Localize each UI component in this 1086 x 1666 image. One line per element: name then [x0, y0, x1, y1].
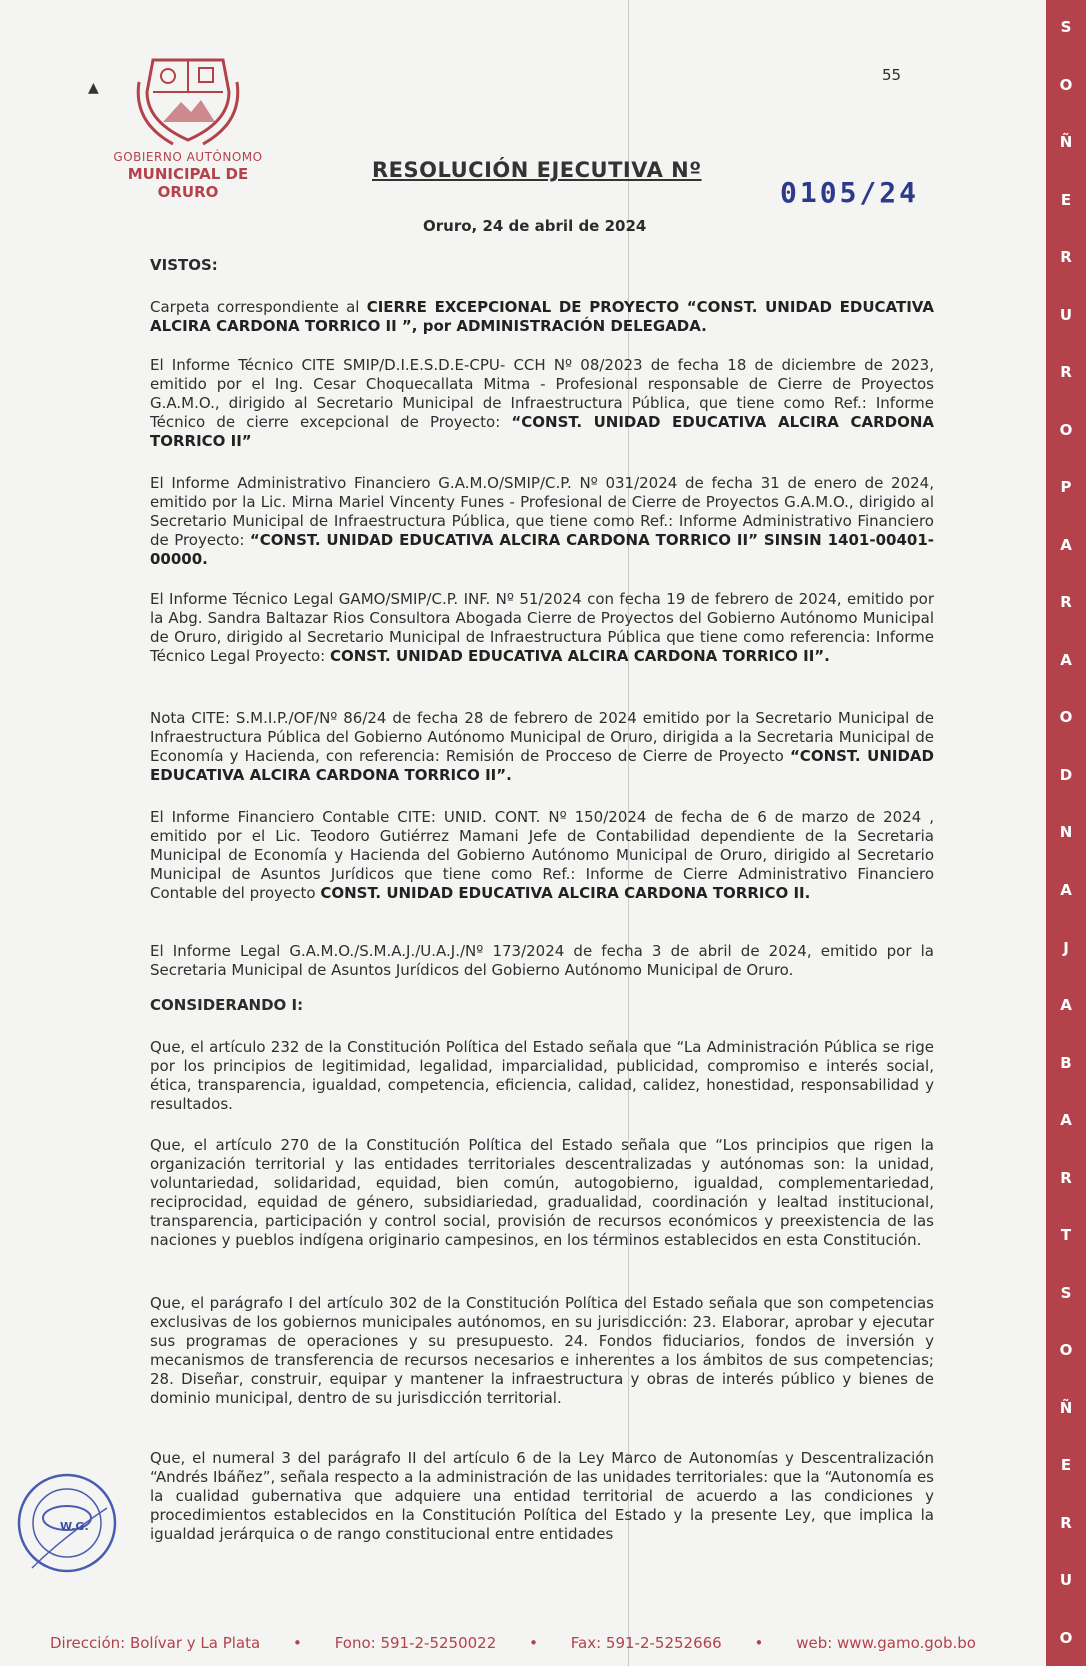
vistos-paragraph: El Informe Financiero Contable CITE: UNID. CONT. Nº 150/2024 de fecha de 6 de marzo de 2024 , emitido por el Lic. Teodoro Gutiérrez Mamani Jefe de Contabilidad dependiente de la Secretaria Municipal de Economía y Hacienda del Gobierno Autónomo Municipal de Oruro, dirigido al Secretario Municipal de Asuntos Jurídicos que tiene como Ref.: Informe de Cierre Administrativo Financiero Contable del proyecto CONST. UNIDAD EDUCATIVA ALCIRA CARDONA TORRICO II.: [150, 808, 934, 902]
vistos-paragraph: Nota CITE: S.M.I.P./OF/Nº 86/24 de fecha 28 de febrero de 2024 emitido por la Secretario Municipal de Infraestructura Pública del Gobierno Autónomo Municipal de Oruro, dirigida a la Secretaria Municipal de Economía y Hacienda, con referencia: Remisión de Procceso de Cierre de Proyecto “CONST. UNIDAD EDUCATIVA ALCIRA CARDONA TORRICO II”.: [150, 709, 934, 784]
side-band-letter: D: [1059, 765, 1073, 784]
municipal-logo: [108, 52, 268, 201]
footer-separator: •: [529, 1634, 538, 1652]
footer-fax: Fax: 591-2-5252666: [570, 1634, 722, 1652]
side-band-letter: P: [1060, 478, 1072, 497]
side-band-letter: R: [1060, 248, 1072, 267]
side-band-letter: O: [1059, 420, 1073, 439]
document-date: Oruro, 24 de abril de 2024: [423, 217, 647, 235]
side-band-letter: B: [1060, 1053, 1072, 1072]
side-band-letter: R: [1060, 593, 1072, 612]
coat-of-arms-icon: [133, 52, 243, 148]
logo-mark-icon: ▲: [88, 80, 99, 96]
side-band-letter: R: [1060, 363, 1072, 382]
side-band-letter: O: [1059, 708, 1073, 727]
footer-web: web: www.gamo.gob.bo: [796, 1634, 976, 1652]
side-band-letter: U: [1059, 1571, 1073, 1590]
side-band-letter: J: [1063, 938, 1069, 957]
side-band-letter: O: [1059, 75, 1073, 94]
side-band-letter: A: [1060, 535, 1072, 554]
side-band-letter: T: [1060, 1226, 1072, 1245]
side-band: [1046, 0, 1086, 1666]
considerando-heading: CONSIDERANDO I:: [150, 996, 304, 1014]
side-band-letter: N: [1059, 823, 1073, 842]
handwritten-resolution-number: 0105/24: [780, 176, 920, 209]
footer-separator: •: [293, 1634, 302, 1652]
vistos-paragraph: El Informe Técnico CITE SMIP/D.I.E.S.D.E-CPU- CCH Nº 08/2023 de fecha 18 de diciembre de 2023, emitido por el Ing. Cesar Choquecallata Mitma - Profesional responsable de Cierre de Proyectos G.A.M.O., dirigido al Secretario Municipal de Infraestructura Pública, que tiene como Ref.: Informe Técnico de cierre excepcional de Proyecto: “CONST. UNIDAD EDUCATIVA ALCIRA CARDONA TORRICO II”: [150, 356, 935, 450]
considerando-paragraph: Que, el artículo 232 de la Constitución Política del Estado señala que “La Administración Pública se rige por los principios de legitimidad, legalidad, imparcialidad, publicidad, compromiso e interés social, ética, transparencia, igualdad, competencia, eficiencia, calidad, calidez, honestidad, responsabilidad y resultados.: [150, 1038, 934, 1113]
footer-separator: •: [754, 1634, 764, 1652]
side-band-letter: A: [1060, 650, 1072, 669]
side-band-letter: S: [1060, 18, 1072, 36]
side-band-letter: Ñ: [1059, 133, 1073, 152]
page-footer: [50, 1634, 976, 1652]
vistos-paragraph: El Informe Administrativo Financiero G.A.M.O/SMIP/C.P. Nº 031/2024 de fecha 31 de enero de 2024, emitido por la Lic. Mirna Mariel Vincenty Funes - Profesional de Cierre de Proyectos G.A.M.O., dirigido al Secretario Municipal de Infraestructura Pública, que tiene como Ref.: Informe Administrativo Financiero de Proyecto: “CONST. UNIDAD EDUCATIVA ALCIRA CARDONA TORRICO II” SINSIN 1401-00401-00000.: [150, 474, 934, 568]
document-title: RESOLUCIÓN EJECUTIVA Nº: [372, 158, 702, 182]
page-number: 55: [882, 66, 902, 84]
side-band-letter: A: [1060, 1111, 1072, 1130]
stamp-initials: W.G.: [60, 1520, 89, 1533]
side-band-letter: O: [1059, 1341, 1073, 1360]
vistos-paragraph: Carpeta correspondiente al CIERRE EXCEPCIONAL DE PROYECTO “CONST. UNIDAD EDUCATIVA ALCIRA CARDONA TORRICO II ”, por ADMINISTRACIÓN DELEGADA.: [150, 298, 934, 335]
vistos-heading: VISTOS:: [150, 256, 218, 274]
logo-line2: MUNICIPAL DE ORURO: [127, 165, 249, 201]
side-band-letter: E: [1060, 190, 1072, 209]
side-band-letter: R: [1060, 1513, 1072, 1532]
side-band-letter: A: [1060, 880, 1072, 899]
vistos-paragraph: El Informe Legal G.A.M.O./S.M.A.J./U.A.J./Nº 173/2024 de fecha 3 de abril de 2024, emitido por la Secretaria Municipal de Asuntos Jurídicos del Gobierno Autónomo Municipal de Oruro.: [150, 942, 934, 979]
vistos-paragraph: El Informe Técnico Legal GAMO/SMIP/C.P. INF. Nº 51/2024 con fecha 19 de febrero de 2024, emitido por la Abg. Sandra Baltazar Rios Consultora Abogada Cierre de Proyectos del Gobierno Autónomo Municipal de Oruro, dirigido al Secretario Municipal de Infraestructura Pública que tiene como referencia: Informe Técnico Legal Proyecto: CONST. UNIDAD EDUCATIVA ALCIRA CARDONA TORRICO II”.: [150, 590, 934, 665]
considerando-paragraph: Que, el parágrafo I del artículo 302 de la Constitución Política del Estado señala que son competencias exclusivas de los gobiernos municipales autónomos, en su jurisdicción: 23. Elaborar, aprobar y ejecutar sus programas de operaciones y su presupuesto. 24. Fondos fiduciarios, fondos de inversión y mecanismos de transferencia de recursos necesarios e inherentes a los ámbitos de sus competencias; 28. Diseñar, construir, equipar y mantener la infraestructura y obras de interés público y bienes de dominio municipal, dentro de su jurisdicción territorial.: [150, 1294, 934, 1407]
side-band-letter: E: [1060, 1456, 1072, 1475]
side-band-letter: U: [1059, 305, 1073, 324]
considerando-paragraph: Que, el artículo 270 de la Constitución Política del Estado señala que “Los principios que rigen la organización territorial y las entidades territoriales descentralizadas y autónomas son: la unidad, voluntariedad, solidaridad, equidad, bien común, autogobierno, igualdad, complementariedad, reciprocidad, equidad de género, subsidiariedad, gradualidad, coordinación y lealtad institucional, transparencia, participación y control social, provisión de recursos económicos y preexistencia de las naciones y pueblos indígena originario campesinos, en los términos establecidos en esta Constitución.: [150, 1136, 934, 1249]
side-band-letter: A: [1060, 996, 1072, 1015]
side-band-letter: Ñ: [1059, 1398, 1073, 1417]
considerando-paragraph: Que, el numeral 3 del parágrafo II del artículo 6 de la Ley Marco de Autonomías y Descentralización “Andrés Ibáñez”, señala respecto a la administración de las unidades territoriales: que la “Autonomía es la cualidad gubernativa que adquiere una entidad territorial de acuerdo a las condiciones y procedimientos establecidos en la Constitución Política del Estado y la presente Ley, que implica la igualdad jerárquica o de rango constitucional entre entidades: [150, 1449, 934, 1543]
side-band-letter: R: [1060, 1168, 1072, 1187]
side-band-letter: S: [1060, 1283, 1072, 1302]
side-band-letter: O: [1059, 1628, 1073, 1647]
logo-line1: GOBIERNO AUTÓNOMO: [113, 150, 263, 164]
footer-address: Dirección: Bolívar y La Plata: [50, 1634, 261, 1652]
footer-phone: Fono: 591-2-5250022: [334, 1634, 497, 1652]
